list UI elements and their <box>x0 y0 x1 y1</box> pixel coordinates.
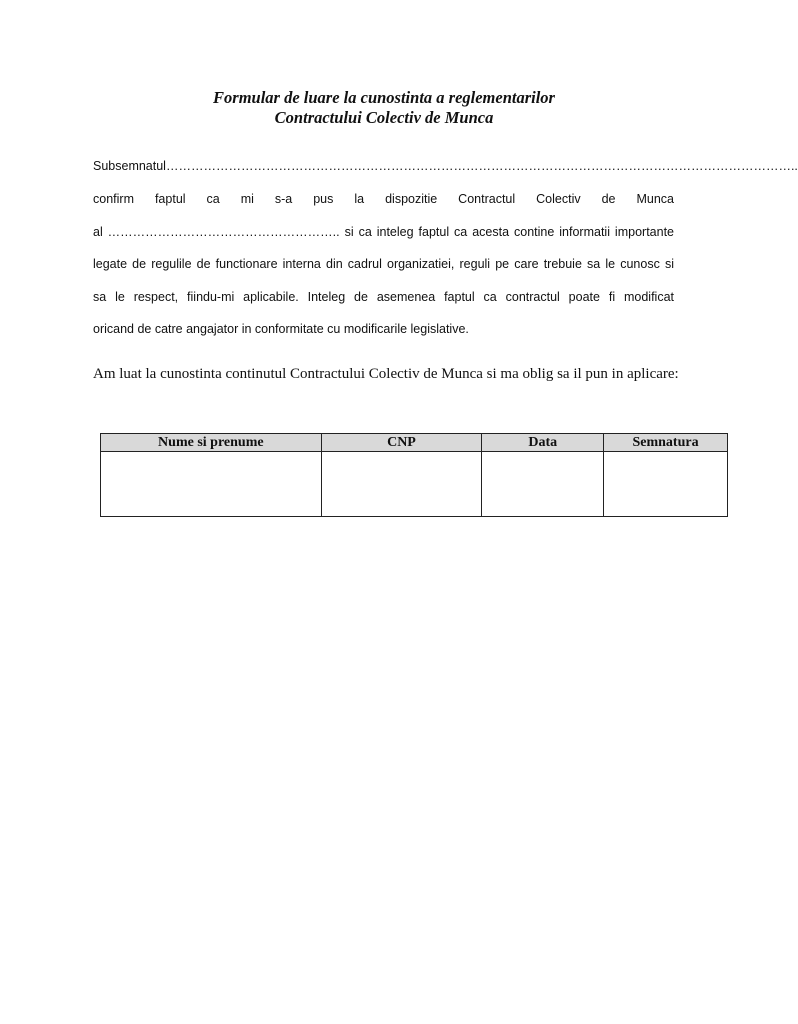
paragraph-line: oricand de catre angajator in conformitate cu modificarile legislative. <box>93 322 469 336</box>
header-date: Data <box>482 434 604 452</box>
paragraph-line: al ……………………………………………….. si ca inteleg faptul ca acesta contine informatii importante <box>93 225 674 239</box>
table-row <box>101 452 728 517</box>
paragraph-line: Subsemnatul…………………………………………………………………………………………………………………………………….. <box>93 159 798 173</box>
signature-table <box>100 433 728 517</box>
paragraph-line: confirm faptul ca mi s-a pus la dispozitie Contractul Colectiv de Munca <box>93 192 674 206</box>
header-name: Nume si prenume <box>101 434 322 452</box>
table-header-row <box>101 434 728 452</box>
paragraph-line: legate de regulile de functionare interna din cadrul organizatiei, reguli pe care trebuie sa le cunosc si <box>93 257 674 271</box>
cnp-cell[interactable] <box>321 452 482 517</box>
header-cnp: CNP <box>321 434 482 452</box>
date-cell[interactable] <box>482 452 604 517</box>
document-title-line-1: Formular de luare la cunostinta a reglementarilor <box>213 88 555 107</box>
header-signature: Semnatura <box>604 434 728 452</box>
name-cell[interactable] <box>101 452 322 517</box>
paragraph-line: sa le respect, fiindu-mi aplicabile. Inteleg de asemenea faptul ca contractul poate fi modificat <box>93 290 674 304</box>
document-title-line-2: Contractului Colectiv de Munca <box>274 108 494 127</box>
acknowledgement-text: Am luat la cunostinta continutul Contractului Colectiv de Munca si ma oblig sa il pun in aplicare: <box>93 366 679 382</box>
signature-cell[interactable] <box>604 452 728 517</box>
